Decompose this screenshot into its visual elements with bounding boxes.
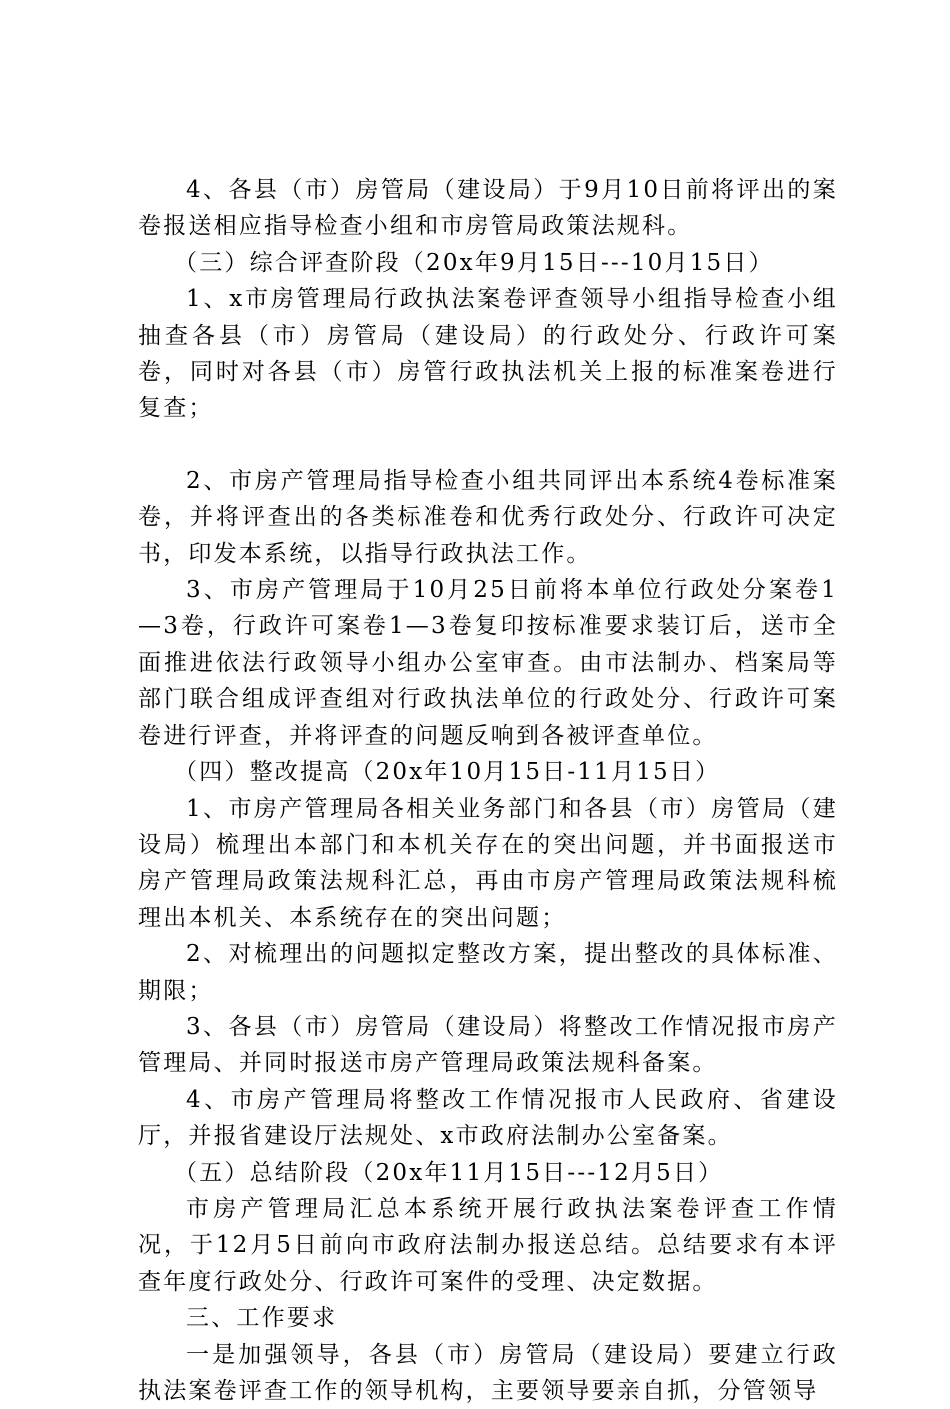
section-heading-work-requirements: 三、工作要求: [186, 1305, 338, 1332]
paragraph-item-2-standard-cases: 2、市房产管理局指导检查小组共同评出本系统4卷标准案卷，并将评查出的各类标准卷和优秀行政处分、行政许可决定书，印发本系统，以指导行政执法工作。: [138, 467, 838, 567]
section-heading-rectification: （四）整改提高（20x年10月15日-11月15日）: [174, 759, 721, 786]
paragraph-spacer: [138, 427, 838, 463]
section-heading-summary-stage: （五）总结阶段（20x年11月15日---12月5日）: [174, 1159, 724, 1186]
section-heading-comprehensive-review: （三）综合评查阶段（20x年9月15日---10月15日）: [174, 249, 774, 276]
paragraph-item-1-spot-check: 1、x市房管理局行政执法案卷评查领导小组指导检查小组抽查各县（市）房管局（建设局）的行政处分、行政许可案卷，同时对各县（市）房管行政执法机关上报的标准案卷进行复查；: [138, 286, 838, 422]
paragraph-strengthen-leadership: 一是加强领导，各县（市）房管局（建设局）要建立行政执法案卷评查工作的领导机构，主要领导要亲自抓，分管领导: [138, 1341, 838, 1404]
paragraph-item-4-report-government: 4、市房产管理局将整改工作情况报市人民政府、省建设厅，并报省建设厅法规处、x市政府法制办公室备案。: [138, 1086, 838, 1150]
paragraph-item-4-submit-cases: 4、各县（市）房管局（建设局）于9月10日前将评出的案卷报送相应指导检查小组和市房管局政策法规科。: [138, 177, 838, 240]
paragraph-item-1-identify-issues: 1、市房产管理局各相关业务部门和各县（市）房管局（建设局）梳理出本部门和本机关存在的突出问题，并书面报送市房产管理局政策法规科汇总，再由市房产管理局政策法规科梳理出本机关、本系统存在的突出问题；: [138, 795, 838, 931]
paragraph-item-2-rectification-plan: 2、对梳理出的问题拟定整改方案，提出整改的具体标准、期限；: [138, 941, 838, 1004]
paragraph-item-3-submit-review: 3、市房产管理局于10月25日前将本单位行政处分案卷1—3卷，行政许可案卷1—3卷复印按标准要求装订后，送市全面推进依法行政领导小组办公室审查。由市法制办、档案局等部门联合组成评查组对行政执法单位的行政处分、行政许可案卷进行评查，并将评查的问题反响到各被评查单位。: [138, 577, 838, 749]
paragraph-summary-report: 市房产管理局汇总本系统开展行政执法案卷评查工作情况，于12月5日前向市政府法制办报送总结。总结要求有本评查年度行政处分、行政许可案件的受理、决定数据。: [138, 1195, 838, 1295]
document-body: [138, 172, 838, 1409]
paragraph-item-3-report-progress: 3、各县（市）房管局（建设局）将整改工作情况报市房产管理局、并同时报送市房产管理局政策法规科备案。: [138, 1013, 838, 1077]
